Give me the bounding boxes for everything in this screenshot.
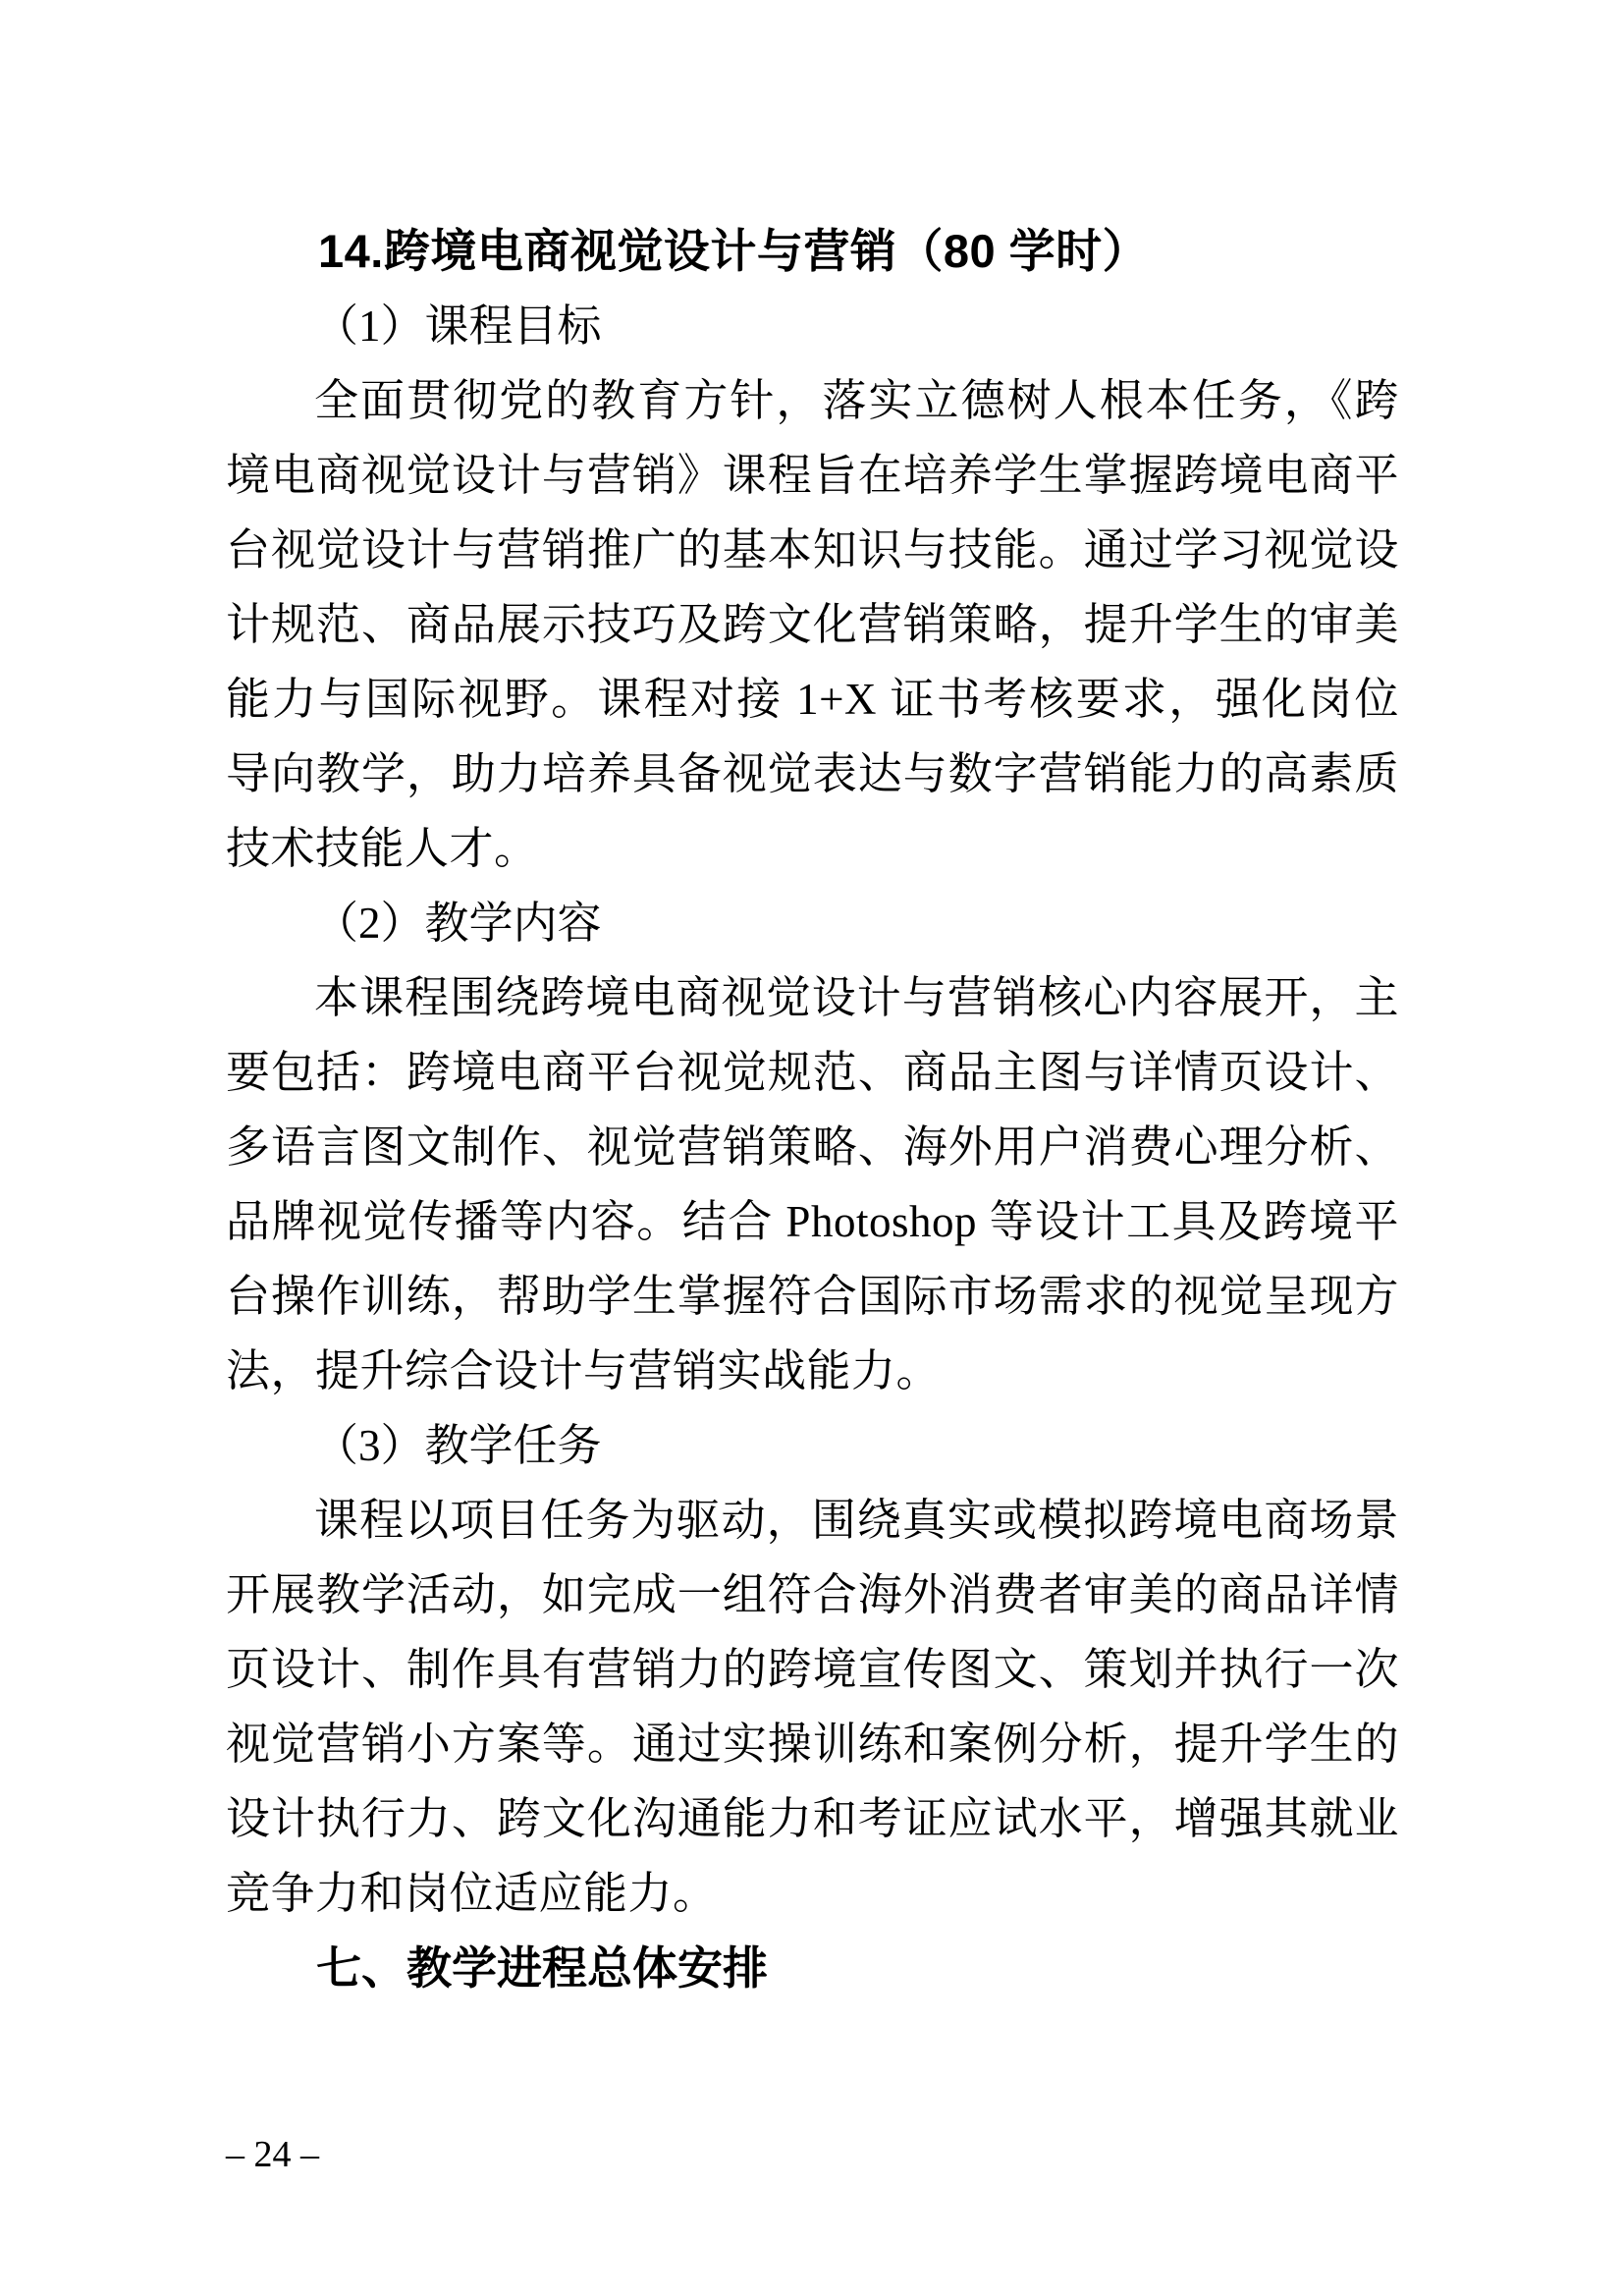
section-3-paragraph: 课程以项目任务为驱动，围绕真实或模拟跨境电商场景开展教学活动，如完成一组符合海外消费者审美的商品详情页设计、制作具有营销力的跨境宣传图文、策划并执行一次视觉营销小方案等。通过实操训练和案例分析，提升学生的设计执行力、跨文化沟通能力和考证应试水平，增强其就业竞争力和岗位适应能力。 — [226, 1496, 1399, 1918]
document-content — [226, 214, 1399, 2005]
chapter-heading: 七、教学进程总体安排 — [316, 1942, 768, 1994]
section-2-paragraph: 本课程围绕跨境电商视觉设计与营销核心内容展开，主要包括：跨境电商平台视觉规范、商品主图与详情页设计、多语言图文制作、视觉营销策略、海外用户消费心理分析、品牌视觉传播等内容。结合 Photoshop 等设计工具及跨境平台操作训练，帮助学生掌握符合国际市场需求的视觉呈现方法，提升综合设计与营销实战能力。 — [226, 973, 1399, 1395]
course-title: 14.跨境电商视觉设计与营销（80 学时） — [318, 225, 1150, 277]
page-number: – 24 – — [226, 2134, 319, 2175]
section-1-paragraph: 全面贯彻党的教育方针，落实立德树人根本任务，《跨境电商视觉设计与营销》课程旨在培养学生掌握跨境电商平台视觉设计与营销推广的基本知识与技能。通过学习视觉设计规范、商品展示技巧及跨文化营销策略，提升学生的审美能力与国际视野。课程对接 1+X 证书考核要求，强化岗位导向教学，助力培养具备视觉表达与数字营销能力的高素质技术技能人才。 — [226, 376, 1399, 873]
section-1-heading: （1）课程目标 — [314, 301, 602, 351]
section-3-heading: （3）教学任务 — [314, 1421, 602, 1470]
section-2-heading: （2）教学内容 — [314, 899, 602, 948]
